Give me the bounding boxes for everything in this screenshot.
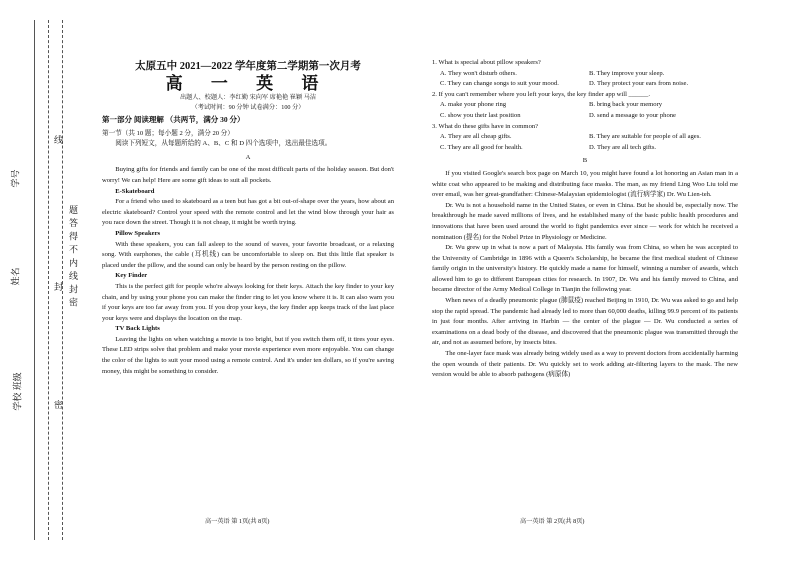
- option: D. They protect your ears from noise.: [589, 80, 689, 88]
- passage-b-paragraph: If you visited Google's search box page on March 10, you might have found a lot honoring an Asian man in a white coat who appeared to be making and distributing face masks. The man, as my friend Ling Woo Liu told me over email, was her great-grandfather: Chinese-Malaysian epidemiologist (流行病学家) Dr. Wu Lien-teh.: [432, 169, 738, 199]
- exam-title: 太原五中 2021—2022 学年度第二学期第一次月考: [135, 61, 361, 72]
- item-heading: Pillow Speakers: [115, 229, 161, 237]
- seal-mark: 封: [53, 282, 63, 292]
- left-column: [102, 0, 394, 377]
- section1-info: 第一节（共 10 题；每小题 2 分，满分 20 分）: [102, 129, 234, 137]
- seal-warning-char: 答: [68, 218, 78, 229]
- seal-warning-char: 线: [68, 271, 78, 282]
- school-class-label: 学校 班级: [12, 372, 23, 411]
- seal-warning-char: 题: [68, 205, 78, 215]
- passage-b-paragraph: The one-layer face mask was already being widely used as a way to prevent doctors from accidentally harming the open wounds of their patients. Dr. Wu quickly set to work adding air-filtering layers to the mask. The new version would be able to absorb pathogens (病原体): [432, 350, 738, 379]
- item-text: With these speakers, you can fall asleep to the sound of waves, your favorite broadcast, or a relaxing song. With earphones, the cable (耳机线) can be uncomfortable to sleep on. But this little flat speaker is placed under the pillow, and the sound can only be heard by the person resting on the pillow.: [102, 240, 394, 269]
- item-heading: TV Back Lights: [115, 325, 160, 333]
- passage-b-paragraph: When news of a deadly pneumonic plague (肺鼠疫) reached Beijing in 1910, Dr. Wu was asked to go and help stop the rapid spread. The pandemic had already led to more than 60,000 deaths, killing 99.9 percent of its patients in just four months. After arriving in Harbin — the center of the plague — Dr. Wu conducted a series of examinations on a dead body of the disease, and discovered that the pneumonic plague was transmitted through the air, and not as assumed before, by insects bites.: [432, 297, 738, 347]
- option: C. They are all good for health.: [440, 143, 523, 151]
- seal-warning-char: 内: [68, 258, 78, 268]
- authors: 出题人、校题人：李红勤 宋向军 席艳艳 崔颖 马洁: [179, 94, 317, 101]
- margin-dashed-line: [48, 20, 49, 540]
- closed-mark: 密: [53, 400, 63, 410]
- option: A. make your phone ring: [440, 101, 507, 109]
- option: C. show you their last position: [440, 111, 521, 119]
- question-stem: 2. If you can't remember where you left your keys, the key finder app will ______.: [432, 90, 650, 98]
- option: D. send a message to your phone: [589, 111, 676, 119]
- item-heading: Key Finder: [115, 272, 148, 280]
- option: D. They are all tech gifts.: [589, 143, 657, 151]
- question-options: [432, 132, 738, 153]
- question-stem: 1. What is special about pillow speakers?: [432, 59, 541, 66]
- item-text: For a friend who used to skateboard as a teen but has got a bit out-of-shape over the years, how about an electric skateboard? Control your speed with the remote control and let the wind blow through your hair as you race down the street. Though it is not cheap, it might be worth trying.: [102, 198, 394, 227]
- seal-warning-char: 得: [68, 231, 78, 242]
- option: A. They won't disturb others.: [440, 69, 517, 77]
- item-text: This is the perfect gift for people who're always looking for their keys. Attach the key finder to your key chain, and by using your phone you can make the finder ring to let you know where it is. It can also warn you if your keys are too far away from you. If you drop your keys, the key finder app keeps track of the last place your keys were and displays the location on the map.: [102, 282, 394, 322]
- seal-warning-char: 密: [68, 297, 78, 308]
- line-mark: 线: [53, 135, 63, 145]
- seal-warning-char: 不: [68, 244, 78, 255]
- margin-solid-line: [34, 20, 35, 540]
- option: B. They improve your sleep.: [589, 69, 665, 77]
- page-footer-right: 高一英语 第 2页(共 8页): [520, 518, 585, 525]
- part1-title: 第一部分 阅读理解 （共两节，满分 30 分）: [102, 115, 245, 124]
- passage-a-label: A: [245, 153, 251, 161]
- option: B. bring back your memory: [589, 101, 663, 109]
- question-options: [432, 69, 738, 90]
- page-footer-left: 高一英语 第 1页(共 8页): [205, 518, 270, 525]
- option: A. They are all cheap gifts.: [440, 133, 512, 141]
- option: B. They are suitable for people of all ages.: [589, 133, 701, 141]
- item-text: Leaving the lights on when watching a movie is too bright, but if you switch them off, it tires your eyes. These LED strips solve that problem and make your movie experience even more enjoyable. You can change the color of the lights to suit your mood using a remote control. And it's under ten dollars, so if you're saving money, this might be something to consider.: [102, 335, 394, 375]
- passage-a-intro: Buying gifts for friends and family can be one of the most difficult parts of the holiday season. But don't worry! We can help! Here are some gift ideas to suit all pockets.: [102, 166, 394, 184]
- seal-warning-char: 封: [68, 284, 78, 295]
- passage-b-label: B: [582, 157, 588, 165]
- passage-b-paragraph: Dr. Wu grew up in what is now a part of Malaysia. His family was from China, so when he was accepted to the University of Cambridge in 1896 with a Queen's Scholarship, he became the first medical student of Chinese family origin in the university's history. He quickly made a name for himself, winning a number of awards, which allowed him to go to different European cities for research. In 1907, Dr. Wu and his family moved to China, and became director of the Army Medical College in Tianjin the following year.: [432, 244, 738, 294]
- instruction: 阅读下列短文，从每题所给的 A、B、C 和 D 四个选项中，选出最佳选项。: [115, 140, 332, 148]
- name-label: 姓名: [10, 267, 21, 286]
- student-id-label: 学号: [10, 169, 21, 188]
- margin-dashed-line-2: [62, 20, 63, 540]
- exam-info: （考试时间：90 分钟 试卷满分：100 分）: [191, 103, 305, 111]
- question-options: [432, 100, 738, 121]
- question-stem: 3. What do these gifts have in common?: [432, 122, 539, 130]
- right-column: [432, 58, 738, 381]
- item-heading: E-Skateboard: [115, 187, 155, 195]
- seal-warning: [64, 205, 82, 308]
- option: C. They can change songs to suit your mood.: [440, 80, 559, 88]
- passage-b-paragraph: Dr. Wu is not a household name in the United States, or even in China. But he should be, especially now. The breakthrough he made saved millions of lives, and he established many of the basic public health procedures and innovations that have been used around the world to fight pandemics ever since — work for which he received a nomination (提名) for the Nobel Prize in Physiology or Medicine.: [432, 201, 738, 241]
- binding-margin: [0, 0, 100, 561]
- subject-title: 高 一 英 语: [165, 74, 331, 93]
